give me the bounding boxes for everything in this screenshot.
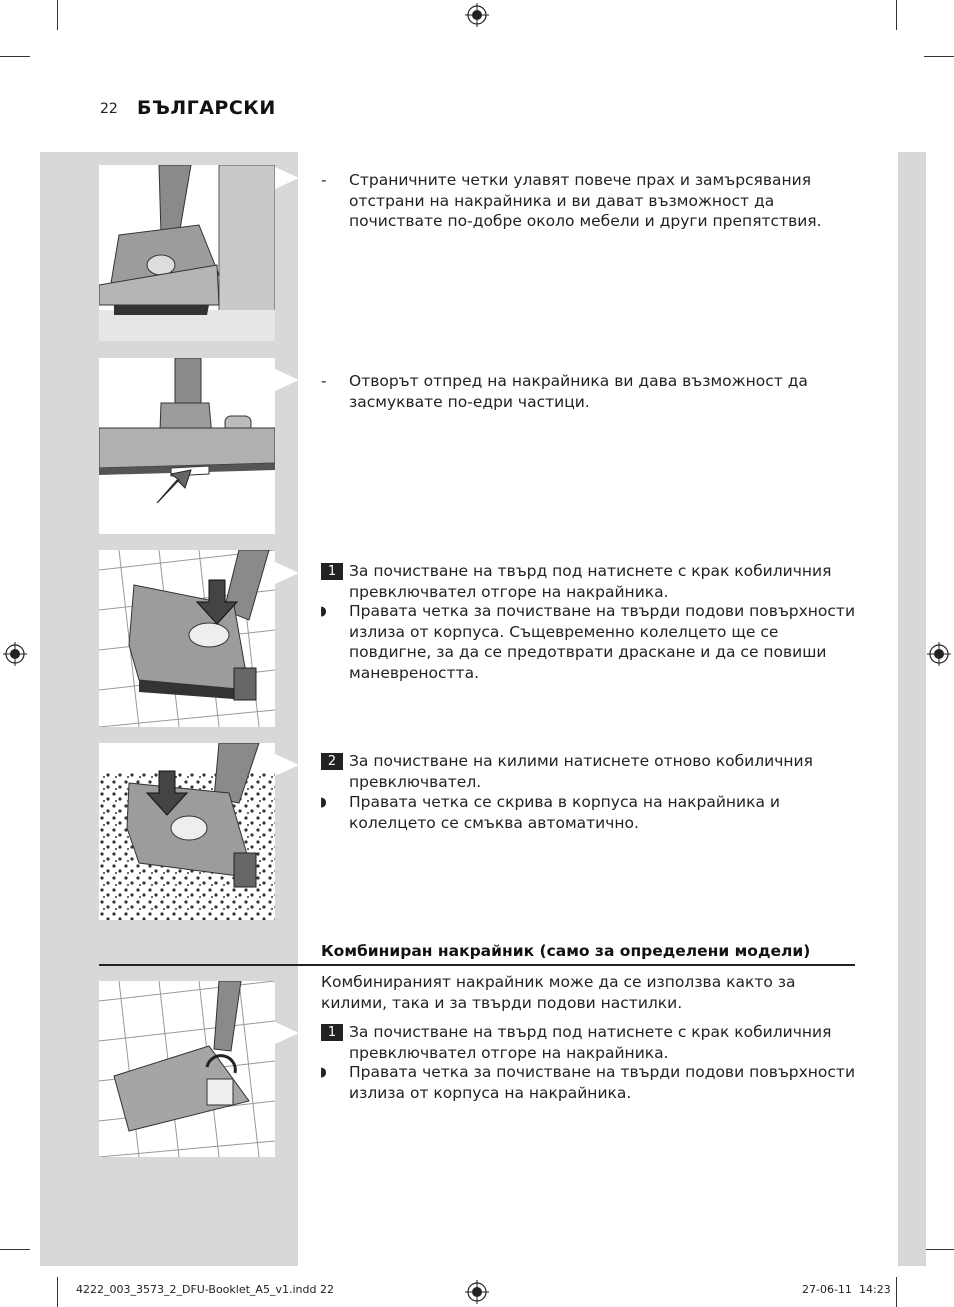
illustration-carpet-switch [99, 743, 275, 920]
right-margin-band [898, 152, 926, 1266]
step-number-badge: 1 [321, 1024, 343, 1041]
result-text: Правата четка се скрива в корпуса на накрайника и колелцето се смъква автоматично. [349, 793, 780, 832]
result-text: Правата четка за почистване на твърди подови повърхности излиза от корпуса. Същевременно колелцето ще се повдигне, за да се предотврати драскане и да се повиши маневреността. [349, 602, 856, 682]
crop-mark [896, 0, 897, 30]
step-text: За почистване на килими натиснете отново кобиличния превключвател. [349, 752, 813, 791]
result-bullet-icon: ◗ [320, 1065, 327, 1080]
illustration-side-brushes [99, 165, 275, 341]
crop-mark [0, 1249, 30, 1250]
page-language-title: БЪЛГАРСКИ [137, 97, 276, 119]
result-bullet-icon: ◗ [320, 795, 327, 810]
footer-file-name: 4222_003_3573_2_DFU-Booklet_A5_v1.indd 22 [76, 1283, 334, 1296]
callout-pointer [275, 167, 299, 189]
callout-pointer [275, 562, 299, 584]
footer-time: 14:23 [859, 1283, 891, 1296]
crop-mark [57, 1277, 58, 1307]
callout-pointer [275, 369, 299, 391]
registration-mark-icon [465, 3, 489, 27]
step-number-badge: 2 [321, 753, 343, 770]
step-number-badge: 1 [321, 563, 343, 580]
footer-date: 27-06-11 [802, 1283, 852, 1296]
result-text: Правата четка за почистване на твърди подови повърхности излиза от корпуса на накрайника. [349, 1063, 856, 1102]
step-text: За почистване на твърд под натиснете с крак кобиличния превключвател отгоре на накрайника. [349, 1023, 832, 1062]
intro-paragraph: Комбинираният накрайник може да се използва както за килими, така и за твърди подови настилки. [321, 973, 796, 1012]
callout-pointer [275, 1022, 299, 1044]
illustration-combined-nozzle [99, 981, 275, 1157]
section-heading: Комбиниран накрайник (само за определени модели) [321, 942, 811, 960]
crop-mark [0, 56, 30, 57]
page-number: 22 [100, 101, 118, 117]
dash-marker: - [321, 372, 327, 390]
crop-mark [924, 1249, 954, 1250]
crop-mark [896, 1277, 897, 1307]
registration-mark-icon [927, 642, 951, 666]
paragraph: Отворът отпред на накрайника ви дава възможност да засмуквате по-едри частици. [349, 372, 808, 411]
callout-pointer [275, 754, 299, 776]
illustration-front-opening [99, 358, 275, 534]
paragraph: Страничните четки улавят повече прах и замърсявания отстрани на накрайника и ви дават възможност да почиствате по-добре около мебели и други препятствия. [349, 171, 822, 230]
illustration-hard-floor-switch [99, 550, 275, 727]
dash-marker: - [321, 171, 327, 189]
registration-mark-icon [3, 642, 27, 666]
registration-mark-icon [465, 1280, 489, 1304]
result-bullet-icon: ◗ [320, 604, 327, 619]
section-divider [99, 964, 855, 966]
crop-mark [924, 56, 954, 57]
step-text: За почистване на твърд под натиснете с крак кобиличния превключвател отгоре на накрайника. [349, 562, 832, 601]
crop-mark [57, 0, 58, 30]
